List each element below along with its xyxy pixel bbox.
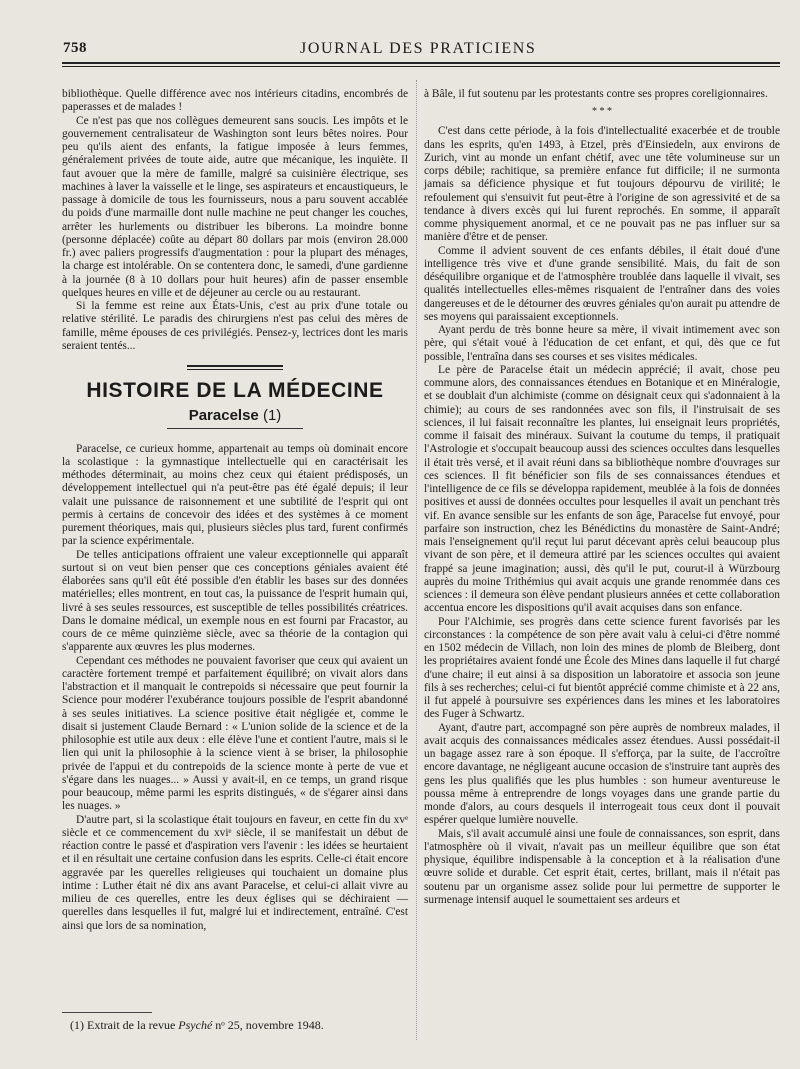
running-head: JOURNAL DES PRATICIENS — [300, 40, 537, 57]
paragraph: De telles anticipations offraient une valeur exceptionnelle qui apparaît surtout si on veut bien penser que ces conceptions géniales avaient été élaborées sans qu'il eût été possible d'en établir les bases sur des données matérielles; elles montrent, en tout cas, la puissance de l'esprit humain qui, livré à ses seules ressources, est susceptible de telles possibilités créatrices. Dans le domaine médical, un exemple nous en est fourni par Fracastor, au cours de ce même quinzième siècle, avec sa théorie de la contagion qui s'apparente aux œuvres les plus modernes. — [62, 548, 408, 654]
header-rule-thick — [62, 62, 780, 64]
header-rule-thin — [62, 66, 780, 67]
paragraph: Si la femme est reine aux États-Unis, c'est au prix d'une totale ou relative stérilité. Le paradis des chirurgiens n'est pas celui des mères de famille, même épouses de ces privilégiés. Pensez-y, lectrices dont les maris seraient tentés... — [62, 300, 408, 352]
paragraph: bibliothèque. Quelle différence avec nos intérieurs citadins, encombrés de paperasses et de malades ! — [62, 88, 408, 114]
paragraph: D'autre part, si la scolastique était toujours en faveur, en cette fin du xvᵉ siècle et ce commencement du xviᵉ siècle, il se manifestait un début de réaction contre le passé et d'aspiration vers l'avenir : les idées se heurtaient et il en résultait une certaine confusion dans les esprits. Celle-ci était encore aggravée par les querelles religieuses qui touchaient un domaine plus intime : Luther était né dix ans avant Paracelse, et celui-ci allait vivre au milieu de ces querelles, entre les deux églises qui se déchiraient — querelles dans lesquelles il fut, malgré lui et indirectement, entraîné. C'est ainsi que lors de sa nomination, — [62, 813, 408, 932]
footnote-marker: (1) — [70, 1018, 84, 1032]
paragraph: Ayant, d'autre part, accompagné son père auprès de nombreux malades, il avait acquis des connaissances médicales assez étendues. Aussi possédait-il un bagage assez rare à son époque. Il s'efforça, par la suite, de l'accroître encore davantage, ne négligeant aucune occasion de s'instruire tant auprès des gens les plus qualifiés que les plus humbles : son humeur aventureuse le poussa même à entreprendre de longs voyages dans une grande partie du monde d'alors, au cours desquels il interrogeait tous ceux dont il pouvait espérer quelque lumière nouvelle. — [424, 721, 780, 827]
left-column — [62, 88, 408, 933]
footnote-journal: Psyché — [178, 1018, 213, 1032]
paragraph: C'est dans cette période, à la fois d'intellectualité exacerbée et de trouble dans les esprits, qu'en 1493, à Etzel, près d'Einsiedeln, aux environs de Zurich, vint au monde un enfant chétif, avec une tête volumineuse sur un corps débile; rachitique, sa première enfance fut difficile; il ne surmonta jamais sa déficience physique et fut toujours dépourvu de virilité; le refoulement qui s'ensuivit fut peut-être à l'origine de son agressivité et de sa tendance à divers excès qui lui furent reprochés. En somme, il apparaît comme physiquement anormal, et ce ne pouvait pas ne pas influer sur sa manière d'être et de penser. — [424, 125, 780, 244]
title-underline — [167, 428, 303, 429]
footnote — [70, 1018, 400, 1033]
page-number: 758 — [63, 40, 87, 56]
footnote-rule — [62, 1012, 152, 1013]
section-rule-thick — [187, 365, 283, 367]
section-separator: * * * — [592, 106, 612, 118]
paragraph: Ayant perdu de très bonne heure sa mère, il vivait intimement avec son père, qui s'était voué à l'éducation de cet enfant, et qui, dès que ce fut possible, l'entraîna dans ses courses et ses visites médicales. — [424, 324, 780, 363]
footnote-issue: nᵒ 25, novembre 1948. — [215, 1018, 324, 1032]
footnote-text: Extrait de la revue — [87, 1018, 176, 1032]
section-title: HISTOIRE DE LA MÉDECINE — [86, 379, 384, 402]
paragraph: Paracelse, ce curieux homme, appartenait au temps où dominait encore la scolastique : la gymnastique intellectuelle qui en caractérisait les méthodes déterminait, au moins chez ceux qui étaient prédisposés, un développement intellectuel qui n'a peut-être pas été égalé depuis; il leur valait une puissance de raisonnement et une subtilité de l'esprit qui ont permis à certains de concevoir des idées et des systèmes à ce moment purement théoriques, mais qui, plusieurs siècles plus tard, furent confirmés par la science expérimentale. — [62, 442, 408, 548]
article-title — [62, 407, 408, 425]
paragraph: à Bâle, il fut soutenu par les protestants contre ses propres coreligionnaires. — [424, 88, 768, 100]
paragraph: Le père de Paracelse était un médecin apprécié; il avait, chose peu commune alors, des connaissances étendues en Botanique et en Minéralogie, et se doublait d'un alchimiste (comme on désignait ceux qui s'adonnaient à la chimie); au cours de ses randonnées avec son fils, il l'instruisait de ses sciences, il lui faisait reconnaître les plantes, lui enseignait leurs propriétés, comme il faisait des minéraux. Suivant la coutume du temps, il pratiquait l'Astrologie et s'occupait beaucoup aussi des sciences occultes dans lesquelles il était très versé, et il avait réuni dans sa bibliothèque nombre d'ouvrages sur ces sciences. Il fit bénéficier son fils de ses connaissances étendues et l'intelligence de ce fils se développa rapidement, meublée à la fois de données positives et aussi de données occultes pour lesquelles il avait un penchant très vif. En avance sensible sur les enfants de son âge, Paracelse fut envoyé, pour parfaire son instruction, chez les Bénédictins du monastère de Saint-André; mais l'enseignement qu'il reçut lui parut décevant après celui beaucoup plus vivant de son père, et il demeura attiré par les sciences occultes qui avaient frappé sa jeune imagination; aussi, dès qu'il le put, courut-il à Würzbourg auprès du moine Trithémius qui avait acquis une grande renommée dans ces sciences : il demeura son élève pendant plusieurs années et cette collaboration accentua encore les dispositions qu'il avait acquises dans son enfance. — [424, 363, 780, 615]
article-title-text: Paracelse — [188, 407, 259, 425]
paragraph: Pour l'Alchimie, ses progrès dans cette science furent favorisés par les circonstances : la compétence de son père avait valu à celui-ci d'être nommé en 1502 médecin de Villach, non loin des mines de plomb de Bleiberg, dont les propriétaires avaient fondé une École des Mines dans laquelle il fut chargé d'une chaire; il eut ainsi à sa disposition un laboratoire et associa son jeune fils à ses recherches; celui-ci fut bientôt apprécié comme chimiste et à 22 ans, il fut appelé à poursuivre ses expériences dans les mines et les laboratoires des Fuger à Schwartz. — [424, 615, 780, 721]
paragraph: Comme il advient souvent de ces enfants débiles, il était doué d'une intelligence très vive et d'une grande sensibilité. Mais, du fait de son déséquilibre organique et de l'atmosphère troublée dans laquelle il vivait, ses qualités intellectuelles elles-mêmes risquaient de l'entraîner dans des voies dangereuses et de le détourner des œuvres géniales qu'on aurait pu attendre de ses moyens qui paraissaient exceptionnels. — [424, 244, 780, 323]
paragraph: Mais, s'il avait accumulé ainsi une foule de connaissances, son esprit, dans l'atmosphère où il vivait, n'avait pas un meilleur équilibre que son état physique, équilibre indispensable à la conception et à la réalisation d'une œuvre solide et durable. Cet esprit était, certes, brillant, mais il n'était pas soutenu par un organisme assez solide pour lui permettre de supporter le surmenage intensif auquel le soumettaient ses ardeurs et — [424, 827, 780, 906]
paragraph: Cependant ces méthodes ne pouvaient favoriser que ceux qui avaient un caractère fortement trempé et parfaitement équilibré; on vivait alors dans l'abstraction et il manquait le contrepoids si nécessaire que peut fournir la Science pour modérer l'exubérance toujours possible de l'esprit abandonné à ses seules initiatives. La science positive était négligée et, comme le disait si justement Claude Bernard : « L'union solide de la science et de la philosophie est utile aux deux : elle élève l'une et contient l'autre, mais si le lien qui unit la philosophie à la science vient à se briser, la philosophie privée de l'appui et du contrepoids de la science monte à perte de vue et s'égare dans les nuages... » Aussi y avait-il, en ce temps, un grand risque pour beaucoup, même parmi les esprits distingués, « de s'égarer ainsi dans les nuages. » — [62, 654, 408, 813]
section-rule-thin — [187, 369, 283, 370]
column-divider — [416, 80, 417, 1040]
paragraph: Ce n'est pas que nos collègues demeurent sans soucis. Les impôts et le gouvernement centralisateur de Washington sont leurs bêtes noires. Pour peu qu'ils aient des enfants, la fatigue imposée à leurs femmes, généralement privées de toute aide, autre que mécanique, les inquiète. Il faut avouer que la mère de famille, malgré sa cuisinière électrique, ses machines à laver la vaisselle et le linge, ses aspirateurs et encaustiqueurs, le passage à domicile de tous les fournisseurs, nous a paru souvent accablée du poids d'une marmaille dont nulle machine ne peut changer les couches, arrêter les hurlements ou distribuer les biberons. La moindre bonne (personne déplacée) coûte au départ 80 dollars par mois (environ 28.000 fr.) avec paliers progressifs d'augmentation : pour la plupart des ménages, la charge est intolérable. On se contentera donc, le samedi, d'une gardienne à la journée (8 à 10 dollars pour huit heures) afin de passer ensemble quelques heures en ville et de déjeuner au cercle ou au restaurant. — [62, 114, 408, 299]
footnote-reference: (1) — [262, 407, 282, 425]
right-column — [424, 88, 780, 907]
